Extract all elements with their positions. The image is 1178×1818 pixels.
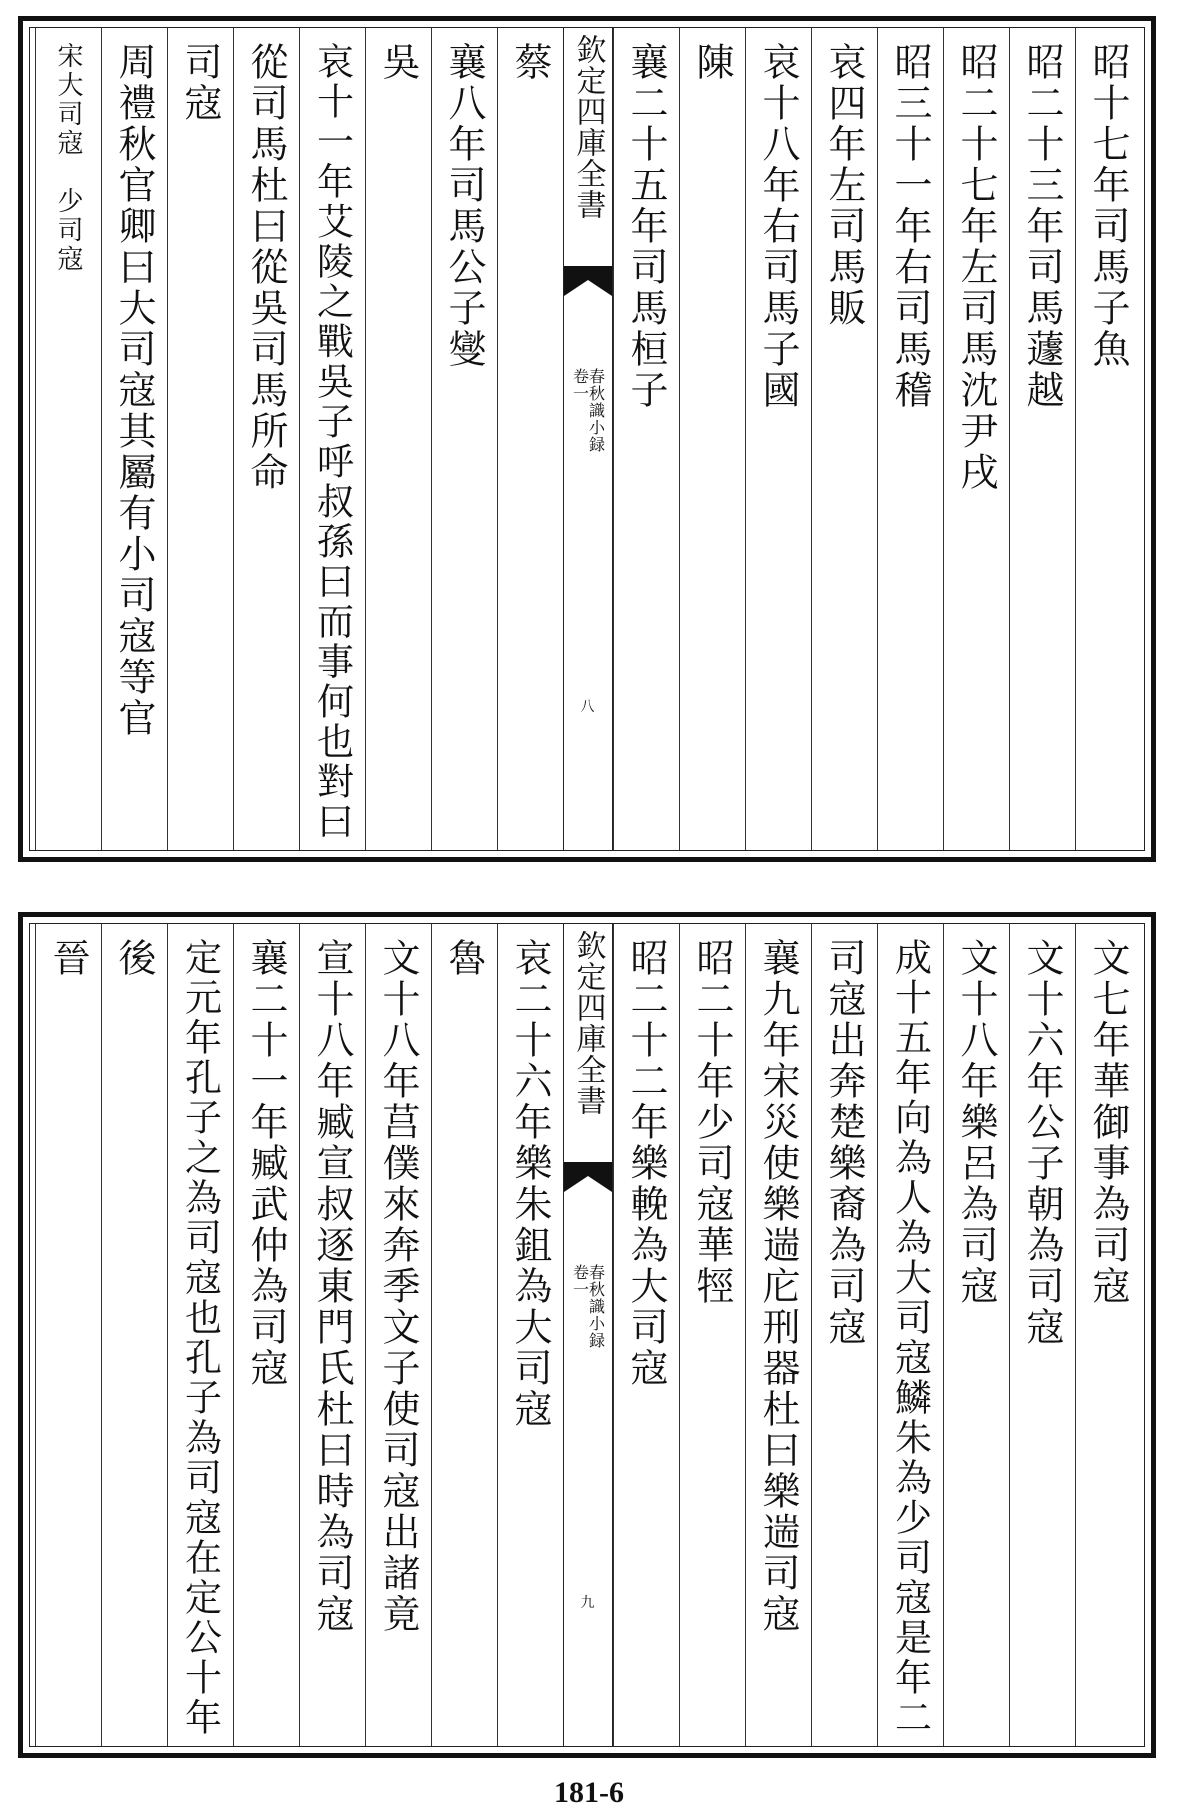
text-column (167, 28, 233, 850)
text-column (1075, 28, 1141, 850)
bottom-page (18, 912, 1156, 1758)
text-column (811, 924, 877, 1746)
text-column (431, 924, 497, 1746)
column-text: 襄八年司馬公子燮 (442, 42, 486, 370)
text-column (167, 924, 233, 1746)
column-text: 陳 (690, 42, 734, 83)
column-text: 文十八年莒僕來奔季文子使司寇出諸竟 (376, 938, 420, 1635)
column-text: 文十八年樂呂為司寇 (954, 938, 998, 1307)
fishtail-mark-icon (564, 1162, 612, 1192)
text-column (1075, 924, 1141, 1746)
column-text: 哀二十六年樂朱鉏為大司寇 (508, 938, 552, 1430)
column-text: 晉 (46, 938, 90, 979)
page-code: 181-6 (554, 1776, 624, 1809)
text-column (679, 924, 745, 1746)
top-page (18, 16, 1156, 862)
column-text: 昭十七年司馬子魚 (1086, 42, 1130, 370)
column-text: 司寇 (178, 42, 222, 124)
volume-label: 卷一 (570, 1264, 590, 1298)
book-subtitle (572, 1264, 604, 1349)
top-page-frame (29, 27, 1145, 851)
book-title: 春秋識小録 (586, 368, 606, 453)
column-text: 成十五年向為人為大司寇鱗朱為少司寇是年二 (888, 938, 932, 1738)
column-text: 吳 (376, 42, 420, 83)
leaf-number: 八 (580, 699, 595, 715)
column-text: 從司馬杜曰從吳司馬所命 (244, 42, 288, 493)
column-text: 司寇出奔楚樂裔為司寇 (822, 938, 866, 1348)
column-text: 周禮秋官卿曰大司寇其屬有小司寇等官 (112, 42, 156, 739)
text-column (745, 924, 811, 1746)
bottom-page-frame (29, 923, 1145, 1747)
column-text: 昭二十二年樂輓為大司寇 (624, 938, 668, 1389)
column-text: 襄九年宋災使樂遄庀刑器杜曰樂遄司寇 (756, 938, 800, 1635)
text-column (35, 28, 101, 850)
text-column (679, 28, 745, 850)
column-text: 定元年孔子之為司寇也孔子為司寇在定公十年 (178, 938, 222, 1738)
fishtail-mark-icon (564, 266, 612, 296)
volume-label: 卷一 (570, 368, 590, 402)
text-column (497, 28, 563, 850)
text-column (299, 28, 365, 850)
text-column (877, 28, 943, 850)
text-column (943, 28, 1009, 850)
text-column (101, 924, 167, 1746)
column-text: 宣十八年臧宣叔逐東門氏杜曰時為司寇 (310, 938, 354, 1635)
column-text: 哀四年左司馬販 (822, 42, 866, 329)
text-column (811, 28, 877, 850)
column-text: 昭二十七年左司馬沈尹戌 (954, 42, 998, 493)
column-text: 文七年華御事為司寇 (1086, 938, 1130, 1307)
column-text: 哀十一年艾陵之戰吳子呼叔孫曰而事何也對曰 (310, 42, 354, 842)
book-subtitle (572, 368, 604, 453)
text-column (943, 924, 1009, 1746)
column-text: 昭二十三年司馬蘧越 (1020, 42, 1064, 411)
text-column (365, 924, 431, 1746)
column-text: 後 (112, 938, 156, 979)
text-column (745, 28, 811, 850)
column-text: 昭二十年少司寇華牼 (690, 938, 734, 1307)
center-fold (563, 924, 613, 1746)
text-column (233, 28, 299, 850)
column-text: 文十六年公子朝為司寇 (1020, 938, 1064, 1348)
text-column (613, 28, 679, 850)
column-text: 宋大司寇 少司寇 (53, 42, 83, 274)
series-title: 欽定四庫全書 (570, 34, 606, 220)
column-text: 襄二十一年臧武仲為司寇 (244, 938, 288, 1389)
text-column (233, 924, 299, 1746)
column-text: 襄二十五年司馬桓子 (624, 42, 668, 411)
column-text: 蔡 (508, 42, 552, 83)
column-text: 昭三十一年右司馬稽 (888, 42, 932, 411)
text-column (613, 924, 679, 1746)
text-column (365, 28, 431, 850)
text-column (1009, 28, 1075, 850)
book-title: 春秋識小録 (586, 1264, 606, 1349)
text-column (497, 924, 563, 1746)
text-column (877, 924, 943, 1746)
text-column (431, 28, 497, 850)
series-title: 欽定四庫全書 (570, 930, 606, 1116)
text-column (299, 924, 365, 1746)
text-column (101, 28, 167, 850)
center-fold (563, 28, 613, 850)
column-text: 魯 (442, 938, 486, 979)
text-column (35, 924, 101, 1746)
leaf-number: 九 (580, 1595, 595, 1611)
column-text: 哀十八年右司馬子國 (756, 42, 800, 411)
text-column (1009, 924, 1075, 1746)
